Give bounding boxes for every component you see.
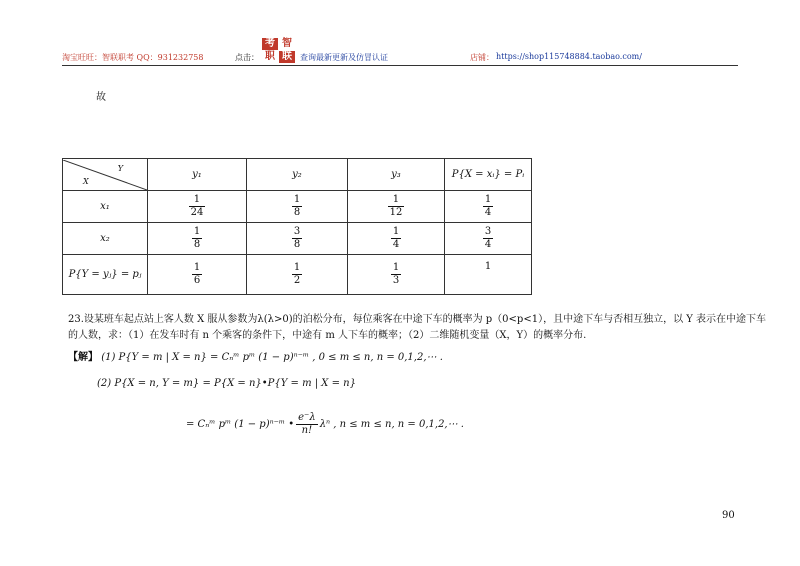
row-label: x₂: [63, 223, 148, 255]
table-cell: $\frac{1}{2}$: [247, 255, 348, 295]
col-header: P{X = xᵢ} = Pᵢ: [445, 159, 532, 191]
diagonal-line-icon: [63, 160, 147, 190]
solution-formula-1: (1) P{Y = m | X = n} = Cₙᵐ pᵐ (1 − p)ⁿ⁻ᵐ , 0 ≤ m ≤ n, n = 0,1,2,⋯ .: [101, 352, 443, 363]
col-header: y₁: [148, 159, 247, 191]
table-cell: $\frac{1}{8}$: [148, 223, 247, 255]
table-cell: $\frac{3}{8}$: [247, 223, 348, 255]
distribution-table: [62, 158, 532, 295]
header-click-label: 点击：: [235, 53, 259, 62]
table-row: [63, 191, 532, 223]
solution-part-1: [68, 348, 443, 363]
header-contact: 淘宝旺旺：智联职考 QQ：931232758: [62, 53, 204, 62]
table-cell: $\frac{1}{8}$: [247, 191, 348, 223]
table-cell: $\frac{3}{4}$: [445, 223, 532, 255]
header-store-link[interactable]: https://shop115748884.taobao.com/: [496, 52, 642, 61]
corner-y-label: Y: [117, 163, 123, 173]
solution-formula-3-right: λⁿ , n ≤ m ≤ n, n = 0,1,2,⋯ .: [319, 419, 464, 430]
table-cell: $\frac{1}{4}$: [348, 223, 445, 255]
poisson-fraction: $\frac{e^-\lambda}{n!}$: [298, 412, 316, 436]
page-number: 90: [722, 510, 735, 521]
row-label: x₁: [63, 191, 148, 223]
table-cell: 1: [445, 255, 532, 295]
solution-part-3: [186, 412, 464, 437]
problem-line-2: 的人数，求：（1）在发车时有 n 个乘客的条件下，中途有 m 人下车的概率；（2）二维随机变量（X，Y）的概率分布.: [68, 330, 587, 341]
solution-tag: 【解】: [68, 352, 98, 363]
table-cell: $\frac{1}{6}$: [148, 255, 247, 295]
col-header: y₂: [247, 159, 348, 191]
solution-part-2: (2) P{X = n, Y = m} = P{X = n}•P{Y = m | X = n}: [97, 378, 356, 389]
solution-formula-3-left: = Cₙᵐ pᵐ (1 − p)ⁿ⁻ᵐ •: [186, 419, 295, 430]
col-header: y₃: [348, 159, 445, 191]
table-row: [63, 255, 532, 295]
logo-char-lian: 联: [279, 51, 295, 63]
table-cell: $\frac{1}{12}$: [348, 191, 445, 223]
table-corner-cell: [63, 159, 148, 191]
row-label: P{Y = yⱼ} = pⱼ: [63, 255, 148, 295]
zhilian-logo[interactable]: [262, 38, 296, 64]
table-row: [63, 223, 532, 255]
table-cell: $\frac{1}{3}$: [348, 255, 445, 295]
table-cell: $\frac{1}{4}$: [445, 191, 532, 223]
logo-char-kao: 考: [262, 38, 278, 50]
table-header-row: [63, 159, 532, 191]
table-cell: $\frac{1}{24}$: [148, 191, 247, 223]
logo-char-zhi: 智: [282, 38, 292, 49]
problem-line-1: 23.设某班车起点站上客人数 X 服从参数为λ(λ>0)的泊松分布，每位乘客在中途下车的概率为 p（0<p<1），且中途下车与否相互独立，以 Y 表示在中途下车: [68, 314, 767, 325]
corner-x-label: X: [83, 176, 89, 186]
header-store-label: 店铺：: [470, 53, 494, 62]
page-header: [0, 52, 800, 66]
intro-text: 故: [96, 92, 106, 103]
logo-char-zhi2: 职: [265, 51, 275, 62]
header-middle-text: 查询最新更新及仿冒认证: [300, 53, 388, 62]
header-divider: [62, 65, 738, 66]
